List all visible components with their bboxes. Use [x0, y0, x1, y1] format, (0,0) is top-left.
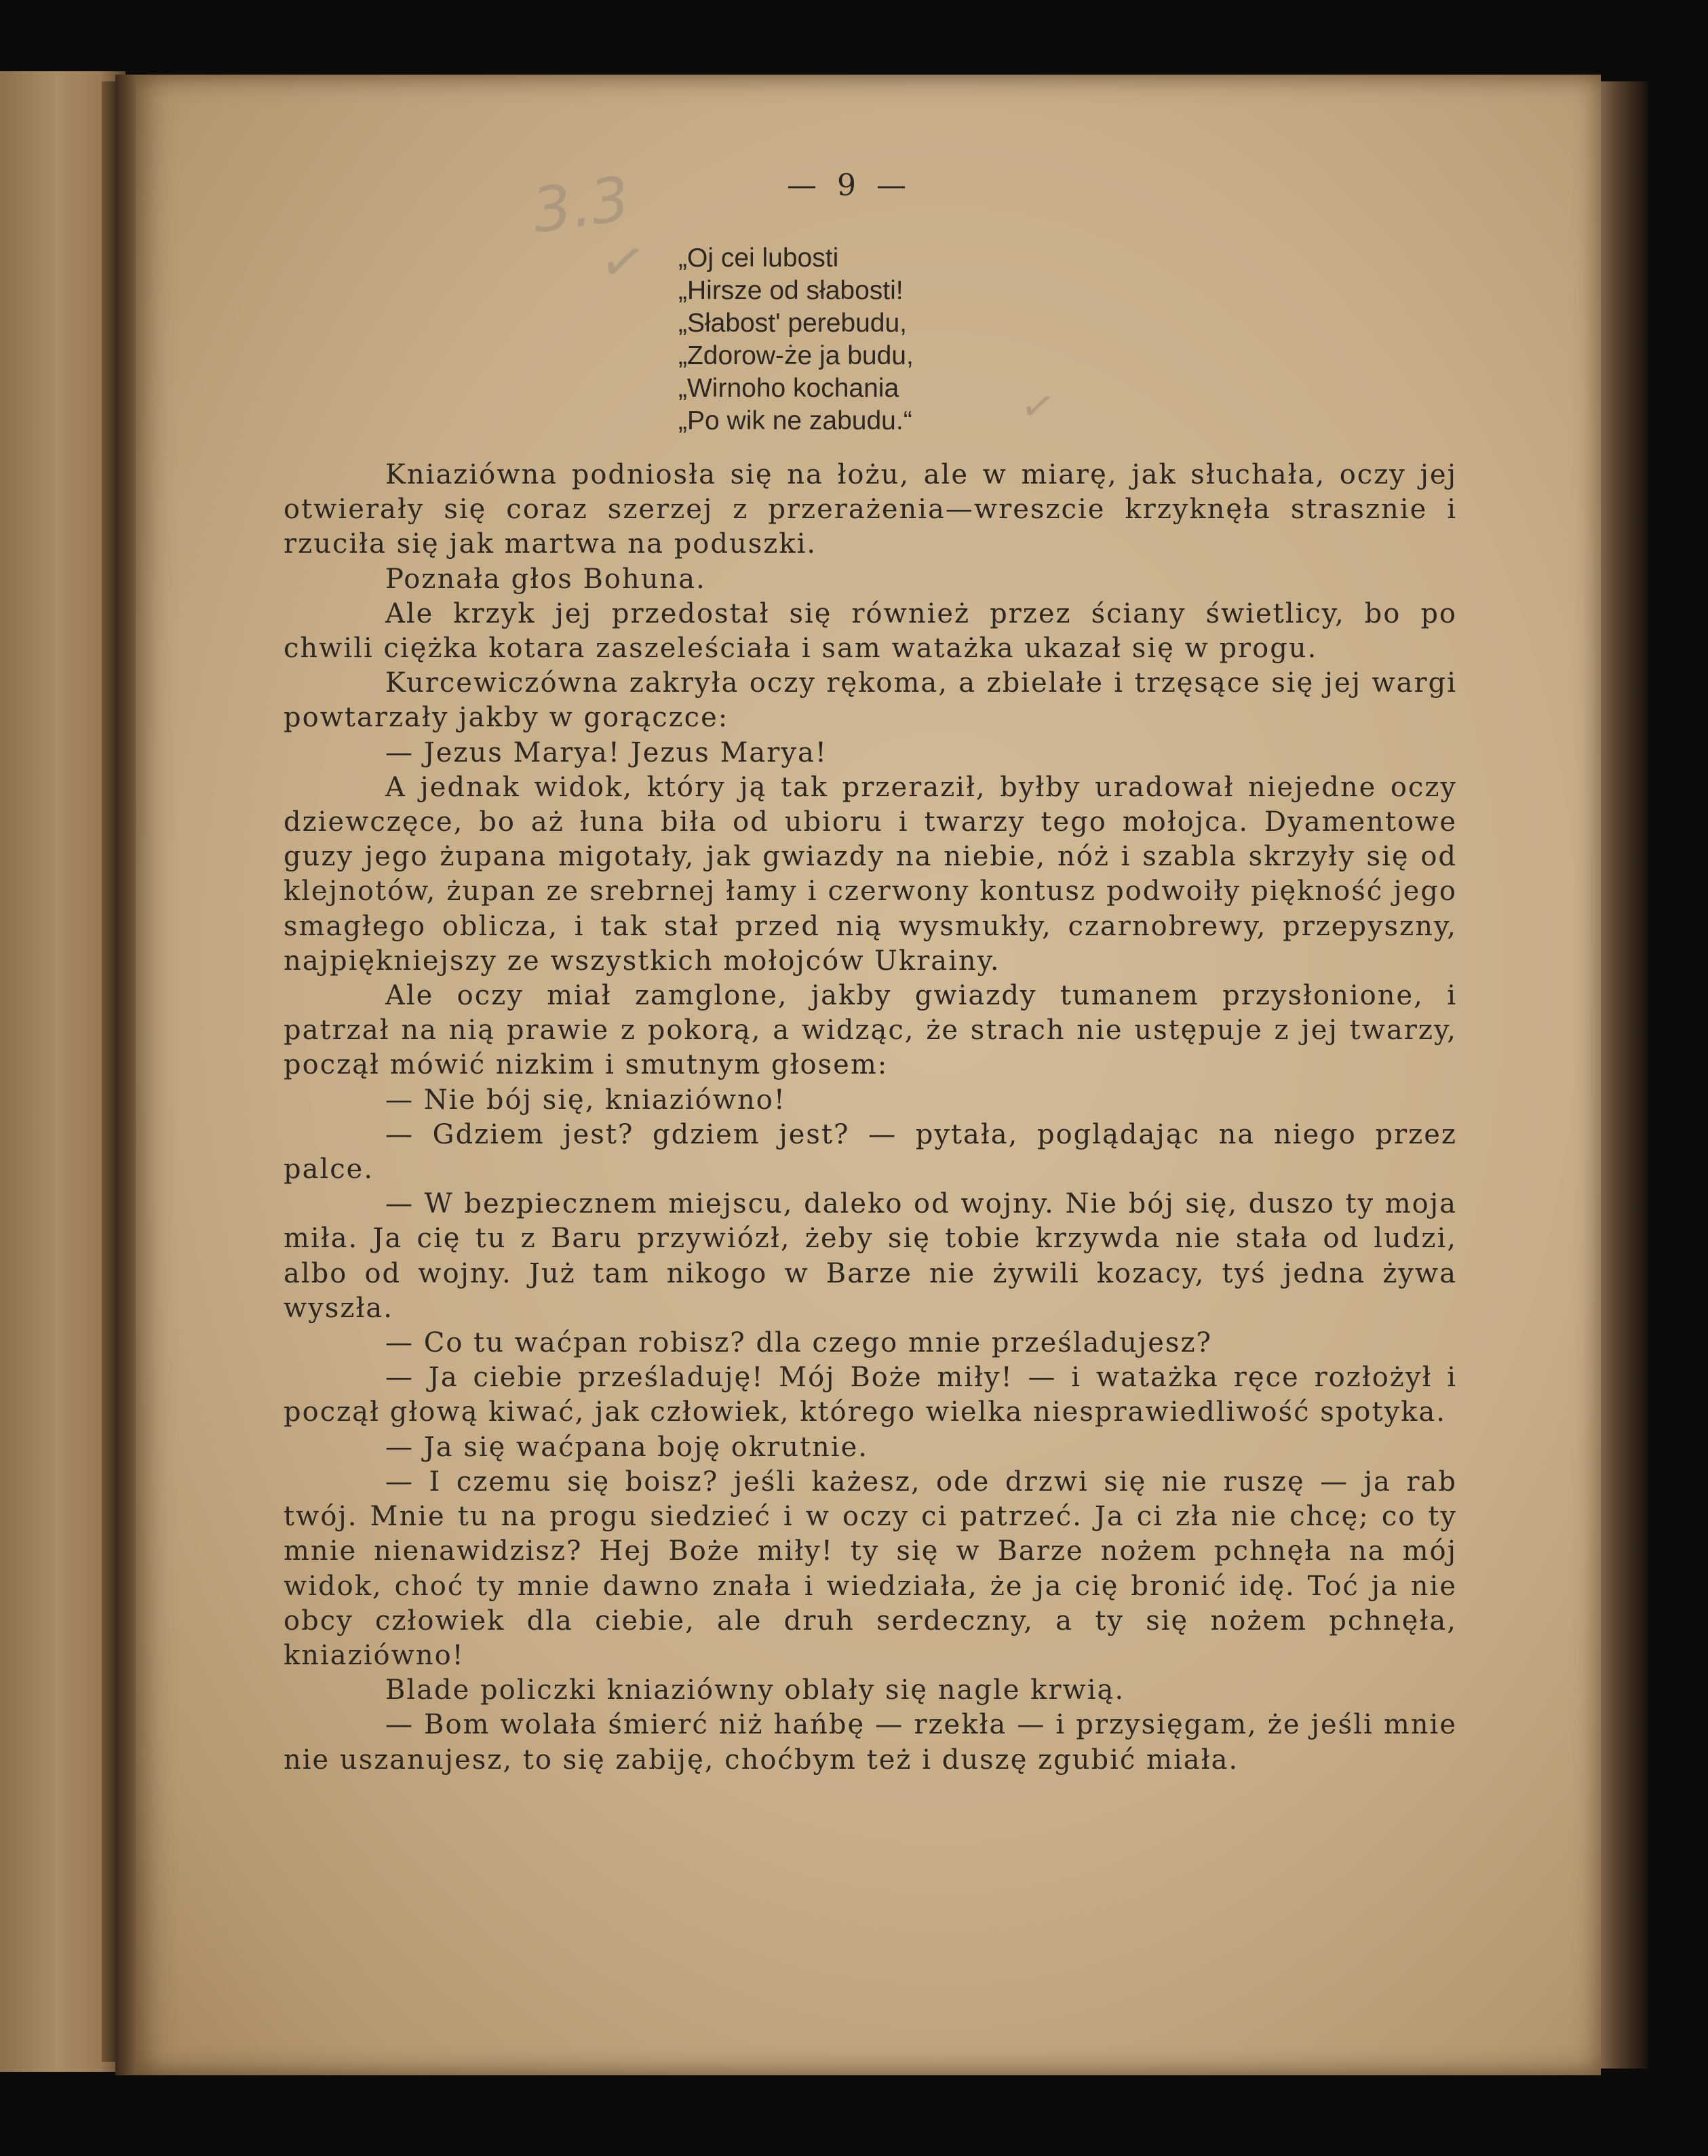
paragraph: — Co tu waćpan robisz? dla czego mnie prześladujesz?	[385, 1327, 1212, 1359]
paragraph: A jednak widok, który ją tak przeraził, byłby uradował niejedne oczy dziewczęce, bo aż łuna biła od ubioru i twarzy tego mołojca. Dyamentowe guzy jego żupana migotały, jak gwiazdy na niebie, nóż i szabla skrzyły się od klejnotów, żupan ze srebrnej łamy i czerwony kontusz podwoiły piękność jego smagłego oblicza, i tak stał przed nią wysmukły, czarnobrewy, przepyszny, najpiękniejszy ze wszystkich mołojców Ukrainy.	[284, 771, 1457, 977]
pencil-check-mark-end: ✓	[1017, 380, 1059, 433]
paragraph: — Ja ciebie prześladuję! Mój Boże miły! — i watażka ręce rozłożył i począł głową kiwać, jak człowiek, którego wielka niesprawiedliwość spotyka.	[284, 1362, 1457, 1428]
paragraph: — Bom wolała śmierć niż hańbę — rzekła — i przysięgam, że jeśli mnie nie uszanujesz, to się zabiję, choćbym też i duszę zgubić miała.	[284, 1709, 1457, 1776]
paragraph: Ale oczy miał zamglone, jakby gwiazdy tumanem przysłonione, i patrzał na nią prawie z pokorą, a widząc, że strach nie ustępuje z jej twarzy, począł mówić nizkim i smutnym głosem:	[284, 980, 1457, 1081]
body-text	[284, 458, 1457, 1778]
poem-line: „Wirnoho kochania	[678, 374, 899, 403]
poem-line: „Oj cei lubosti	[678, 243, 839, 273]
paragraph: Blade policzki kniaziówny oblały się nagle krwią.	[385, 1674, 1125, 1706]
left-page-shadow	[102, 81, 117, 2062]
paragraph: — Nie bój się, kniaziówno!	[385, 1084, 786, 1116]
page-number: — 9 —	[787, 168, 912, 203]
paragraph: — Gdziem jest? gdziem jest? — pytała, poglądając na niego przez palce.	[284, 1118, 1457, 1185]
paragraph: Ale krzyk jej przedostał się również przez ściany świetlicy, bo po chwili ciężka kotara zaszeleściała i sam watażka ukazał się w progu.	[284, 597, 1457, 665]
paragraph: Kniaziówna podniosła się na łożu, ale w miarę, jak słuchała, oczy jej otwierały się coraz szerzej z przerażenia—wreszcie krzyknęła strasznie i rzuciła się jak martwa na poduszki.	[284, 459, 1457, 560]
paragraph: Poznała głos Bohuna.	[385, 563, 706, 595]
poem-line: „Hirsze od słabosti!	[678, 276, 904, 305]
poem-line: „Zdorow-że ja budu,	[678, 341, 914, 370]
pencil-check-mark: ✓	[595, 227, 651, 298]
pencil-annotation: 3.3	[528, 163, 634, 248]
poem-line: „Po wik ne zabudu.“	[678, 406, 912, 435]
book-right-edge	[1594, 81, 1648, 2069]
paragraph: — W bezpiecznem miejscu, daleko od wojny. Nie bój się, duszo ty moja miła. Ja cię tu z Baru przywiózł, żeby się tobie krzywda nie stała od ludzi, albo od wojny. Już tam nikogo w Barze nie żywili kozacy, tyś jedna żywa wyszła.	[284, 1188, 1457, 1324]
paragraph: — Ja się waćpana boję okrutnie.	[385, 1431, 868, 1463]
paragraph: — I czemu się boisz? jeśli każesz, ode drzwi się nie ruszę — ja rab twój. Mnie tu na progu siedzieć i w oczy ci patrzeć. Ja ci zła nie chcę; co ty mnie nienawidzisz? Hej Boże miły! ty się w Barze nożem pchnęła na mój widok, choć ty mnie dawno znała i wiedziała, że ja cię bronić idę. Toć ja nie obcy człowiek dla ciebie, ale druh serdeczny, a ty się nożem pchnęła, kniaziówno!	[284, 1466, 1457, 1671]
poem-verse	[678, 242, 914, 437]
paragraph: Kurcewiczówna zakryła oczy rękoma, a zbielałe i trzęsące się jej wargi powtarzały jakby w gorączce:	[284, 667, 1457, 734]
poem-line: „Słabost' perebudu,	[678, 309, 908, 338]
paragraph: — Jezus Marya! Jezus Marya!	[385, 737, 828, 768]
